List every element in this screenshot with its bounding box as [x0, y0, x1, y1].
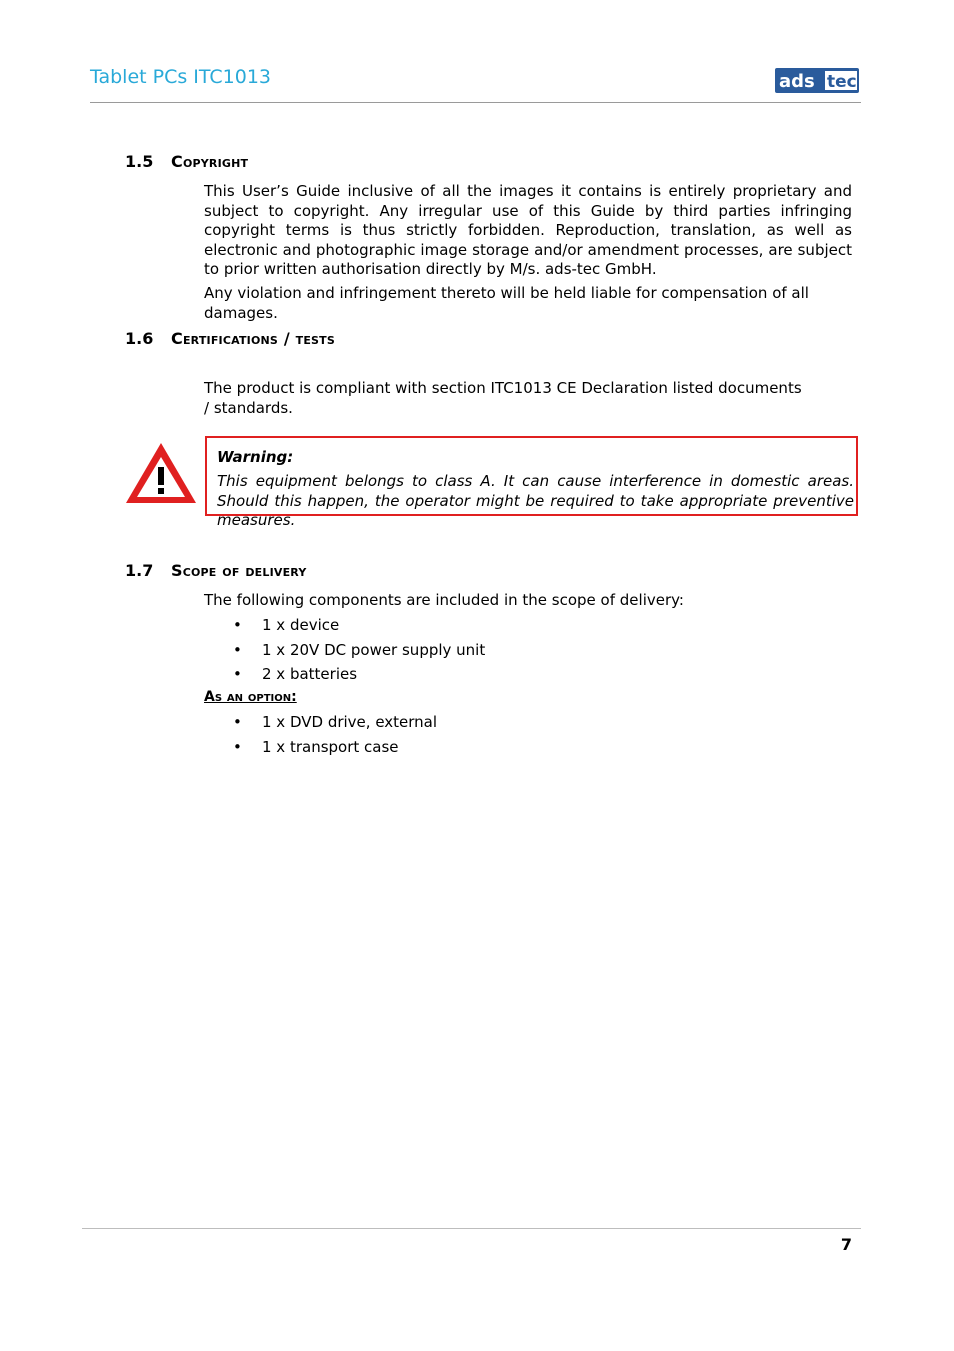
copyright-liability-paragraph: Any violation and infringement thereto will be held liable for compensation of all damages.: [204, 284, 809, 322]
svg-text:tec: tec: [827, 72, 857, 92]
section-number: 1.6: [125, 329, 154, 348]
section-number: 1.5: [125, 152, 154, 171]
list-item: [230, 737, 437, 762]
list-item-text: 1 x device: [262, 616, 340, 634]
list-item-text: 1 x DVD drive, external: [262, 713, 438, 731]
page-number: 7: [840, 1235, 852, 1254]
list-item-text: 2 x batteries: [262, 665, 358, 683]
bullet-icon: •: [233, 665, 242, 683]
ads-tec-logo: [775, 68, 859, 93]
bullet-icon: •: [233, 616, 242, 634]
copyright-paragraph: This User’s Guide inclusive of all the images it contains is entirely proprietary and subject to copyright. Any irregular use of this Guide by third parties infringing copyright terms is thus strictly forbidden. Reproduction, translation, as well as electronic and photographic image storage and/or amendment processes, are subject to prior written authorisation directly by M/s. ads-tec GmbH.: [204, 182, 852, 278]
delivery-list: [230, 615, 485, 689]
list-item-text: 1 x 20V DC power supply unit: [262, 640, 486, 659]
bullet-icon: •: [233, 640, 242, 659]
heading-copyright: [125, 152, 248, 171]
option-heading: As an option:: [204, 689, 297, 705]
section-title: Scope of delivery: [171, 561, 307, 580]
warning-label: Warning:: [217, 448, 294, 466]
footer-rule: [82, 1228, 861, 1229]
certifications-paragraph: The product is compliant with section ITC1013 CE Declaration listed documents / standards.: [204, 379, 802, 417]
list-item: [230, 664, 485, 689]
page-header-title: Tablet PCs ITC1013: [90, 66, 272, 88]
list-item: [230, 615, 485, 640]
list-item: [230, 712, 437, 737]
option-list: [230, 712, 437, 761]
header-rule: [90, 102, 861, 103]
section-title: Copyright: [171, 152, 249, 171]
bullet-icon: •: [233, 737, 242, 756]
list-item: [230, 640, 485, 665]
list-item-text: 1 x transport case: [262, 737, 399, 756]
heading-certifications: [125, 329, 335, 348]
svg-text:ads: ads: [779, 71, 815, 92]
warning-box: [205, 436, 858, 529]
heading-scope-of-delivery: [125, 561, 307, 580]
warning-text: This equipment belongs to class A. It can cause interference in domestic areas. Should this happen, the operator might be required to take appropriate preventive measures.: [217, 472, 854, 529]
warning-triangle-icon: [124, 441, 198, 505]
bullet-icon: •: [233, 713, 242, 731]
section-number: 1.7: [125, 561, 154, 580]
delivery-intro: The following components are included in the scope of delivery:: [204, 591, 684, 609]
section-title: Certifications / tests: [171, 329, 335, 348]
